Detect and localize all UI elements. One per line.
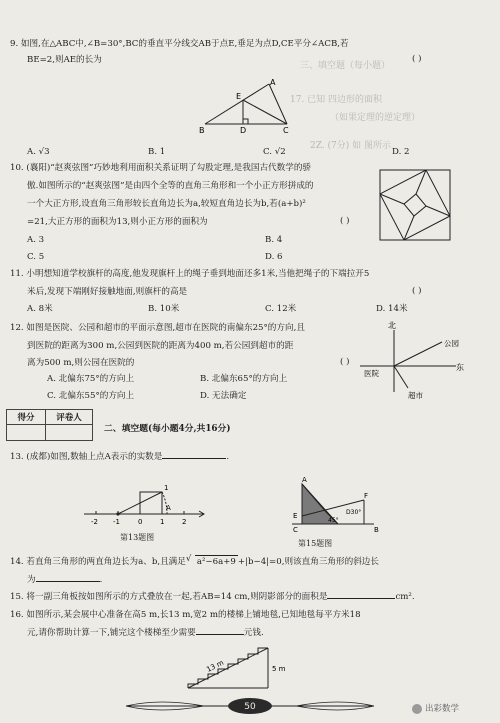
q10-line4: =21,大正方形的面积为13,则小正方形的面积为 (27, 217, 208, 227)
q16-stem: 元,请你帮助计算一下,铺完这个楼梯至少需要 (27, 628, 196, 638)
q14-stem-c: 为 (27, 575, 36, 585)
watermark (412, 702, 459, 714)
q11-line1: 11. 小明想知道学校旗杆的高度,他发现旗杆上的绳子垂到地面还多1米,当他把绳子的下端拉开5 (10, 269, 370, 279)
bleed-through-text: （如果定理的逆定理） (330, 113, 421, 123)
q12-label-park: 公园 (444, 339, 459, 348)
bleed-through-text: 三、填空题（每小题） (300, 61, 391, 71)
q12-label-east: 东 (456, 363, 464, 372)
q11-option-d: D. 14米 (376, 304, 408, 314)
q16-stair-figure (180, 642, 310, 696)
score-cell[interactable] (7, 425, 46, 441)
q14-radical (185, 554, 238, 568)
q9-option-a: A. √3 (27, 147, 50, 157)
q9-option-b: B. 1 (148, 147, 166, 157)
q15-label-f: F (364, 492, 369, 500)
q13-label-one: 1 (164, 484, 169, 492)
q15-label-b: B (374, 526, 379, 534)
q13-tick-neg1: -1 (113, 518, 120, 526)
q14-line1 (10, 555, 379, 568)
q10-option-b: B. 4 (265, 235, 283, 245)
q15-label-a: A (302, 476, 307, 484)
q10-option-d: D. 6 (265, 252, 283, 262)
q12-line2: 到医院的距离为300 m,公园到医院的距离为400 m,若公园到超市的距 (27, 341, 294, 351)
q11-option-c: C. 12米 (265, 304, 297, 314)
score-header: 得分 (7, 410, 46, 425)
q12-label-north: 北 (388, 321, 396, 330)
score-table (6, 409, 93, 441)
q12-line1: 12. 如图是医院、公园和超市的平面示意图,超市在医院的南偏东25°的方向,且 (10, 323, 305, 333)
q15-figure (288, 474, 384, 536)
grader-header: 评卷人 (46, 410, 93, 425)
q14-answer-blank[interactable] (36, 581, 100, 582)
q13-caption: 第13题图 (120, 533, 155, 542)
q14-stem-b: +|b−4|=0,则该直角三角形的斜边长 (237, 557, 379, 567)
wechat-icon (412, 704, 422, 714)
q12-option-b: B. 北偏东65°的方向上 (200, 374, 288, 384)
q12-map-figure (350, 320, 470, 402)
q13-tick-2: 2 (182, 518, 187, 526)
q9-figure (195, 78, 305, 136)
q12-label-market: 超市 (408, 391, 423, 400)
q13-tick-neg2: -2 (91, 518, 98, 526)
q15-label-angle: 45° (328, 517, 339, 524)
q9-label-b: B (199, 126, 205, 135)
q13-number-line-figure (80, 478, 210, 532)
q9-label-d: D (240, 126, 247, 135)
q13-label-a: A (166, 504, 171, 512)
q9-option-c: C. √2 (263, 147, 286, 157)
q10-line2: 傲.如图所示的“赵爽弦图”是由四个全等的直角三角形和一个小正方形拼成的 (27, 181, 314, 191)
q15-label-e: E (293, 512, 298, 520)
q13-tick-1: 1 (160, 518, 165, 526)
q12-option-d: D. 无法确定 (200, 391, 247, 401)
q9-line2: BE=2,则AE的长为 (27, 55, 102, 65)
q9-option-d: D. 2 (392, 147, 410, 157)
q11-answer-paren: ( ) (412, 286, 422, 296)
q15-stem: 15. 将一副三角板按如图所示的方式叠放在一起,若AB=14 cm,则阴影部分的面积是 (10, 592, 328, 602)
q16-line2 (27, 627, 264, 639)
q13-tick-0: 0 (138, 518, 143, 526)
q15-label-c: C (293, 526, 298, 534)
q9-line1: 9. 如图,在△ABC中,∠B=30°,BC的垂直平分线交AB于点E,垂足为点D,CE平分∠ACB,若 (10, 39, 349, 49)
q11-option-b: B. 10米 (148, 304, 180, 314)
q13-stem: 13. (成都)如图,数轴上点A表示的实数是 (10, 452, 163, 462)
grader-cell[interactable] (46, 425, 93, 441)
q15-line (10, 591, 415, 603)
section-2-title: 二、填空题(每小题4分,共16分) (104, 424, 231, 434)
bleed-through-text: 2Z. (7分) 如 图所示 (310, 141, 392, 151)
q10-line3: 一个大正方形,设直角三角形较长直角边长为a,较短直角边长为b,若(a+b)² (27, 199, 306, 209)
watermark-text: 出彩数学 (425, 704, 460, 714)
q12-answer-paren: ( ) (340, 357, 350, 367)
q12-option-c: C. 北偏东55°的方向上 (47, 391, 135, 401)
radical-sign: √ (185, 554, 192, 564)
q14-line2: 为 . (27, 575, 103, 585)
q15-answer-blank[interactable] (327, 598, 395, 599)
q9-answer-paren: ( ) (412, 54, 422, 64)
q15-unit: cm². (395, 592, 415, 602)
q14-radicand: a²−6a+9 (196, 557, 236, 567)
q10-answer-paren: ( ) (340, 216, 350, 226)
q15-caption: 第15题图 (298, 539, 333, 548)
q15-label-d30: D30° (346, 509, 362, 516)
q10-option-c: C. 5 (27, 252, 45, 262)
q9-label-e: E (236, 92, 242, 101)
q16-label-slant: 13 m (205, 658, 226, 674)
q10-zhao-shuang-figure (378, 168, 454, 244)
page-number-ornament (120, 696, 380, 716)
q9-label-c: C (283, 126, 289, 135)
q16-line1: 16. 如图所示,某会展中心准备在高5 m,长13 m,宽2 m的楼梯上铺地毯,已知地毯每平方米18 (10, 610, 361, 620)
q10-option-a: A. 3 (27, 235, 45, 245)
q12-label-hospital: 医院 (364, 369, 379, 378)
q11-line2: 米后,发现下端刚好接触地面,则旗杆的高是 (27, 287, 188, 297)
q9-label-a: A (270, 78, 276, 87)
page-number: 50 (244, 702, 256, 712)
q10-line1: 10. (襄阳)“赵爽弦图”巧妙地利用面积关系证明了勾股定理,是我国古代数学的骄 (10, 163, 312, 173)
q11-option-a: A. 8米 (27, 304, 53, 314)
q12-option-a: A. 北偏东75°的方向上 (47, 374, 135, 384)
q13-answer-blank[interactable] (162, 458, 226, 459)
q14-stem-a: 14. 若直角三角形的两直角边长为a、b,且满足 (10, 557, 186, 567)
q16-unit: 元钱. (243, 628, 264, 638)
q12-line3: 离为500 m,则公园在医院的 (27, 358, 135, 368)
q16-answer-blank[interactable] (196, 634, 244, 635)
bleed-through-text: 17. 已知 四边形的面积 (290, 95, 383, 105)
q13-text: 13. (成都)如图,数轴上点A表示的实数是 . (10, 452, 230, 462)
q16-label-height: 5 m (272, 665, 286, 673)
